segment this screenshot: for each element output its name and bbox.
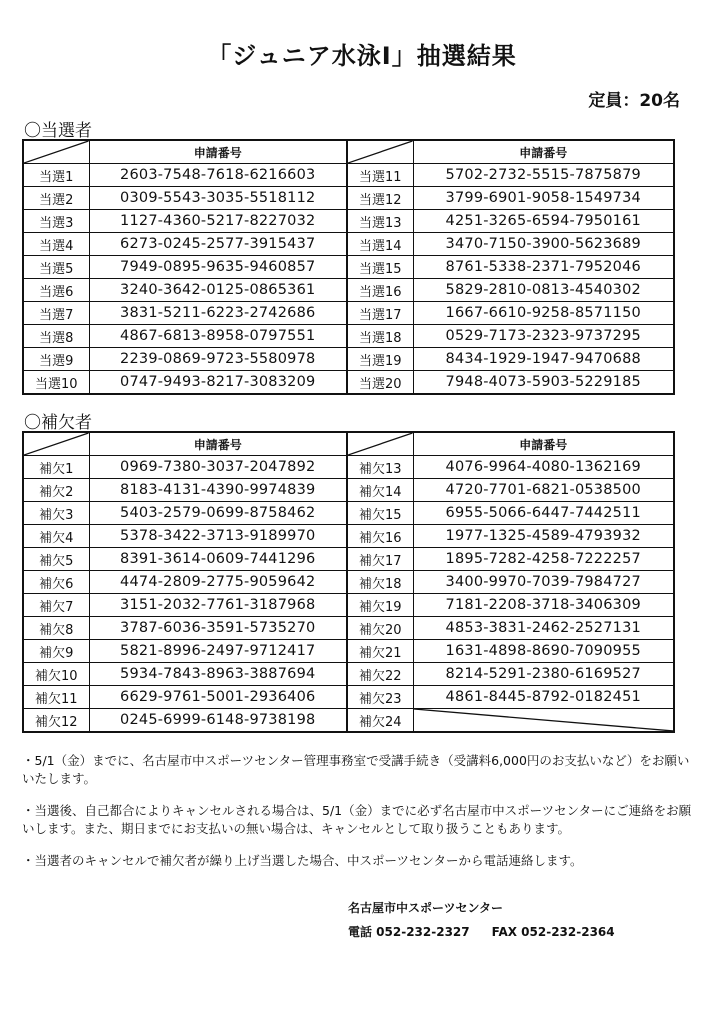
row-label: 当選2 [23, 187, 89, 210]
table-row [23, 256, 674, 279]
table-row [23, 302, 674, 325]
row-label: 当選11 [347, 164, 413, 187]
application-number: 5829-2810-0813-4540302 [413, 279, 674, 302]
organization-name: 名古屋市中スポーツセンター [348, 901, 504, 915]
table-row [23, 663, 674, 686]
row-label: 当選6 [23, 279, 89, 302]
application-number: 3240-3642-0125-0865361 [89, 279, 347, 302]
application-number: 0245-6999-6148-9738198 [89, 709, 347, 733]
row-label: 補欠14 [347, 479, 413, 502]
row-label: 当選9 [23, 348, 89, 371]
application-number: 1977-1325-4589-4793932 [413, 525, 674, 548]
row-label: 補欠6 [23, 571, 89, 594]
table-row [23, 164, 674, 187]
row-label: 補欠8 [23, 617, 89, 640]
row-label: 当選16 [347, 279, 413, 302]
row-label: 補欠12 [23, 709, 89, 733]
row-label: 補欠4 [23, 525, 89, 548]
row-label: 補欠7 [23, 594, 89, 617]
diagonal-header-cell [347, 432, 413, 456]
application-number: 3151-2032-7761-3187968 [89, 594, 347, 617]
row-label: 補欠15 [347, 502, 413, 525]
column-header-application-number: 申請番号 [413, 432, 674, 456]
table-header-row [23, 432, 674, 456]
empty-diagonal-cell [413, 709, 674, 733]
application-number: 0747-9493-8217-3083209 [89, 371, 347, 395]
application-number: 8391-3614-0609-7441296 [89, 548, 347, 571]
winners-table [22, 139, 675, 395]
column-header-application-number: 申請番号 [89, 140, 347, 164]
row-label: 補欠1 [23, 456, 89, 479]
application-number: 5934-7843-8963-3887694 [89, 663, 347, 686]
application-number: 8214-5291-2380-6169527 [413, 663, 674, 686]
contact-footer [348, 896, 615, 944]
page-title: 「ジュニア水泳Ⅰ」抽選結果 [207, 42, 517, 70]
note-cancellation: ・当選後、自己都合によりキャンセルされる場合は、5/1（金）までに必ず名古屋市中スポーツセンターにご連絡をお願いします。また、期日までにお支払いの無い場合は、キャンセルとして取り扱うこともあります。 [22, 803, 692, 836]
application-number: 8434-1929-1947-9470688 [413, 348, 674, 371]
row-label: 補欠17 [347, 548, 413, 571]
row-label: 当選12 [347, 187, 413, 210]
application-number: 3470-7150-3900-5623689 [413, 233, 674, 256]
diagonal-line-icon [24, 433, 89, 455]
application-number: 0969-7380-3037-2047892 [89, 456, 347, 479]
row-label: 当選14 [347, 233, 413, 256]
diagonal-line-icon [414, 709, 674, 731]
table-row [23, 210, 674, 233]
row-label: 当選5 [23, 256, 89, 279]
row-label: 補欠2 [23, 479, 89, 502]
application-number: 4861-8445-8792-0182451 [413, 686, 674, 709]
table-row [23, 594, 674, 617]
winners-heading: 〇当選者 [24, 121, 92, 141]
application-number: 0529-7173-2323-9737295 [413, 325, 674, 348]
application-number: 7181-2208-3718-3406309 [413, 594, 674, 617]
table-row [23, 456, 674, 479]
row-label: 当選20 [347, 371, 413, 395]
row-label: 当選3 [23, 210, 89, 233]
row-label: 補欠5 [23, 548, 89, 571]
note-waitlist-promotion: ・当選者のキャンセルで補欠者が繰り上げ当選した場合、中スポーツセンターから電話連絡します。 [22, 853, 583, 868]
application-number: 4720-7701-6821-0538500 [413, 479, 674, 502]
table-row [23, 571, 674, 594]
application-number: 5403-2579-0699-8758462 [89, 502, 347, 525]
diagonal-header-cell [23, 140, 89, 164]
row-label: 当選1 [23, 164, 89, 187]
application-number: 3799-6901-9058-1549734 [413, 187, 674, 210]
application-number: 6629-9761-5001-2936406 [89, 686, 347, 709]
row-label: 当選17 [347, 302, 413, 325]
application-number: 2239-0869-9723-5580978 [89, 348, 347, 371]
row-label: 補欠16 [347, 525, 413, 548]
row-label: 補欠21 [347, 640, 413, 663]
column-header-application-number: 申請番号 [89, 432, 347, 456]
row-label: 当選19 [347, 348, 413, 371]
row-label: 補欠18 [347, 571, 413, 594]
application-number: 5702-2732-5515-7875879 [413, 164, 674, 187]
column-header-application-number: 申請番号 [413, 140, 674, 164]
application-number: 7949-0895-9635-9460857 [89, 256, 347, 279]
fax-number: FAX 052-232-2364 [491, 925, 615, 939]
row-label: 補欠20 [347, 617, 413, 640]
row-label: 当選8 [23, 325, 89, 348]
application-number: 5378-3422-3713-9189970 [89, 525, 347, 548]
application-number: 4076-9964-4080-1362169 [413, 456, 674, 479]
application-number: 3787-6036-3591-5735270 [89, 617, 347, 640]
table-row [23, 502, 674, 525]
row-label: 補欠19 [347, 594, 413, 617]
table-row [23, 709, 674, 733]
row-label: 補欠10 [23, 663, 89, 686]
table-header-row [23, 140, 674, 164]
table-row [23, 686, 674, 709]
waitlist-heading: 〇補欠者 [24, 413, 92, 433]
row-label: 当選4 [23, 233, 89, 256]
application-number: 3831-5211-6223-2742686 [89, 302, 347, 325]
table-row [23, 371, 674, 395]
application-number: 4867-6813-8958-0797551 [89, 325, 347, 348]
capacity-label: 定員：20名 [588, 91, 680, 111]
waitlist-table [22, 431, 675, 733]
diagonal-header-cell [23, 432, 89, 456]
diagonal-line-icon [348, 433, 413, 455]
application-number: 4853-3831-2462-2527131 [413, 617, 674, 640]
application-number: 1667-6610-9258-8571150 [413, 302, 674, 325]
row-label: 補欠13 [347, 456, 413, 479]
table-row [23, 233, 674, 256]
note-procedure: ・5/1（金）までに、名古屋市中スポーツセンター管理事務室で受講手続き（受講料6,000円のお支払いなど）をお願いいたします。 [22, 753, 690, 786]
row-label: 補欠24 [347, 709, 413, 733]
application-number: 8183-4131-4390-9974839 [89, 479, 347, 502]
table-row [23, 548, 674, 571]
application-number: 3400-9970-7039-7984727 [413, 571, 674, 594]
application-number: 5821-8996-2497-9712417 [89, 640, 347, 663]
row-label: 補欠23 [347, 686, 413, 709]
table-row [23, 617, 674, 640]
row-label: 補欠3 [23, 502, 89, 525]
row-label: 当選15 [347, 256, 413, 279]
row-label: 補欠22 [347, 663, 413, 686]
table-row [23, 479, 674, 502]
application-number: 4474-2809-2775-9059642 [89, 571, 347, 594]
diagonal-header-cell [347, 140, 413, 164]
table-row [23, 325, 674, 348]
notes-section [22, 752, 694, 884]
application-number: 4251-3265-6594-7950161 [413, 210, 674, 233]
application-number: 1631-4898-8690-7090955 [413, 640, 674, 663]
application-number: 1127-4360-5217-8227032 [89, 210, 347, 233]
application-number: 7948-4073-5903-5229185 [413, 371, 674, 395]
table-row [23, 525, 674, 548]
table-row [23, 187, 674, 210]
row-label: 当選7 [23, 302, 89, 325]
row-label: 補欠9 [23, 640, 89, 663]
table-row [23, 348, 674, 371]
table-row [23, 279, 674, 302]
diagonal-line-icon [348, 141, 413, 163]
application-number: 0309-5543-3035-5518112 [89, 187, 347, 210]
phone-number: 電話 052-232-2327 [348, 925, 470, 939]
row-label: 当選13 [347, 210, 413, 233]
row-label: 当選18 [347, 325, 413, 348]
application-number: 2603-7548-7618-6216603 [89, 164, 347, 187]
application-number: 6273-0245-2577-3915437 [89, 233, 347, 256]
row-label: 補欠11 [23, 686, 89, 709]
application-number: 1895-7282-4258-7222257 [413, 548, 674, 571]
application-number: 6955-5066-6447-7442511 [413, 502, 674, 525]
table-row [23, 640, 674, 663]
row-label: 当選10 [23, 371, 89, 395]
application-number: 8761-5338-2371-7952046 [413, 256, 674, 279]
diagonal-line-icon [24, 141, 89, 163]
